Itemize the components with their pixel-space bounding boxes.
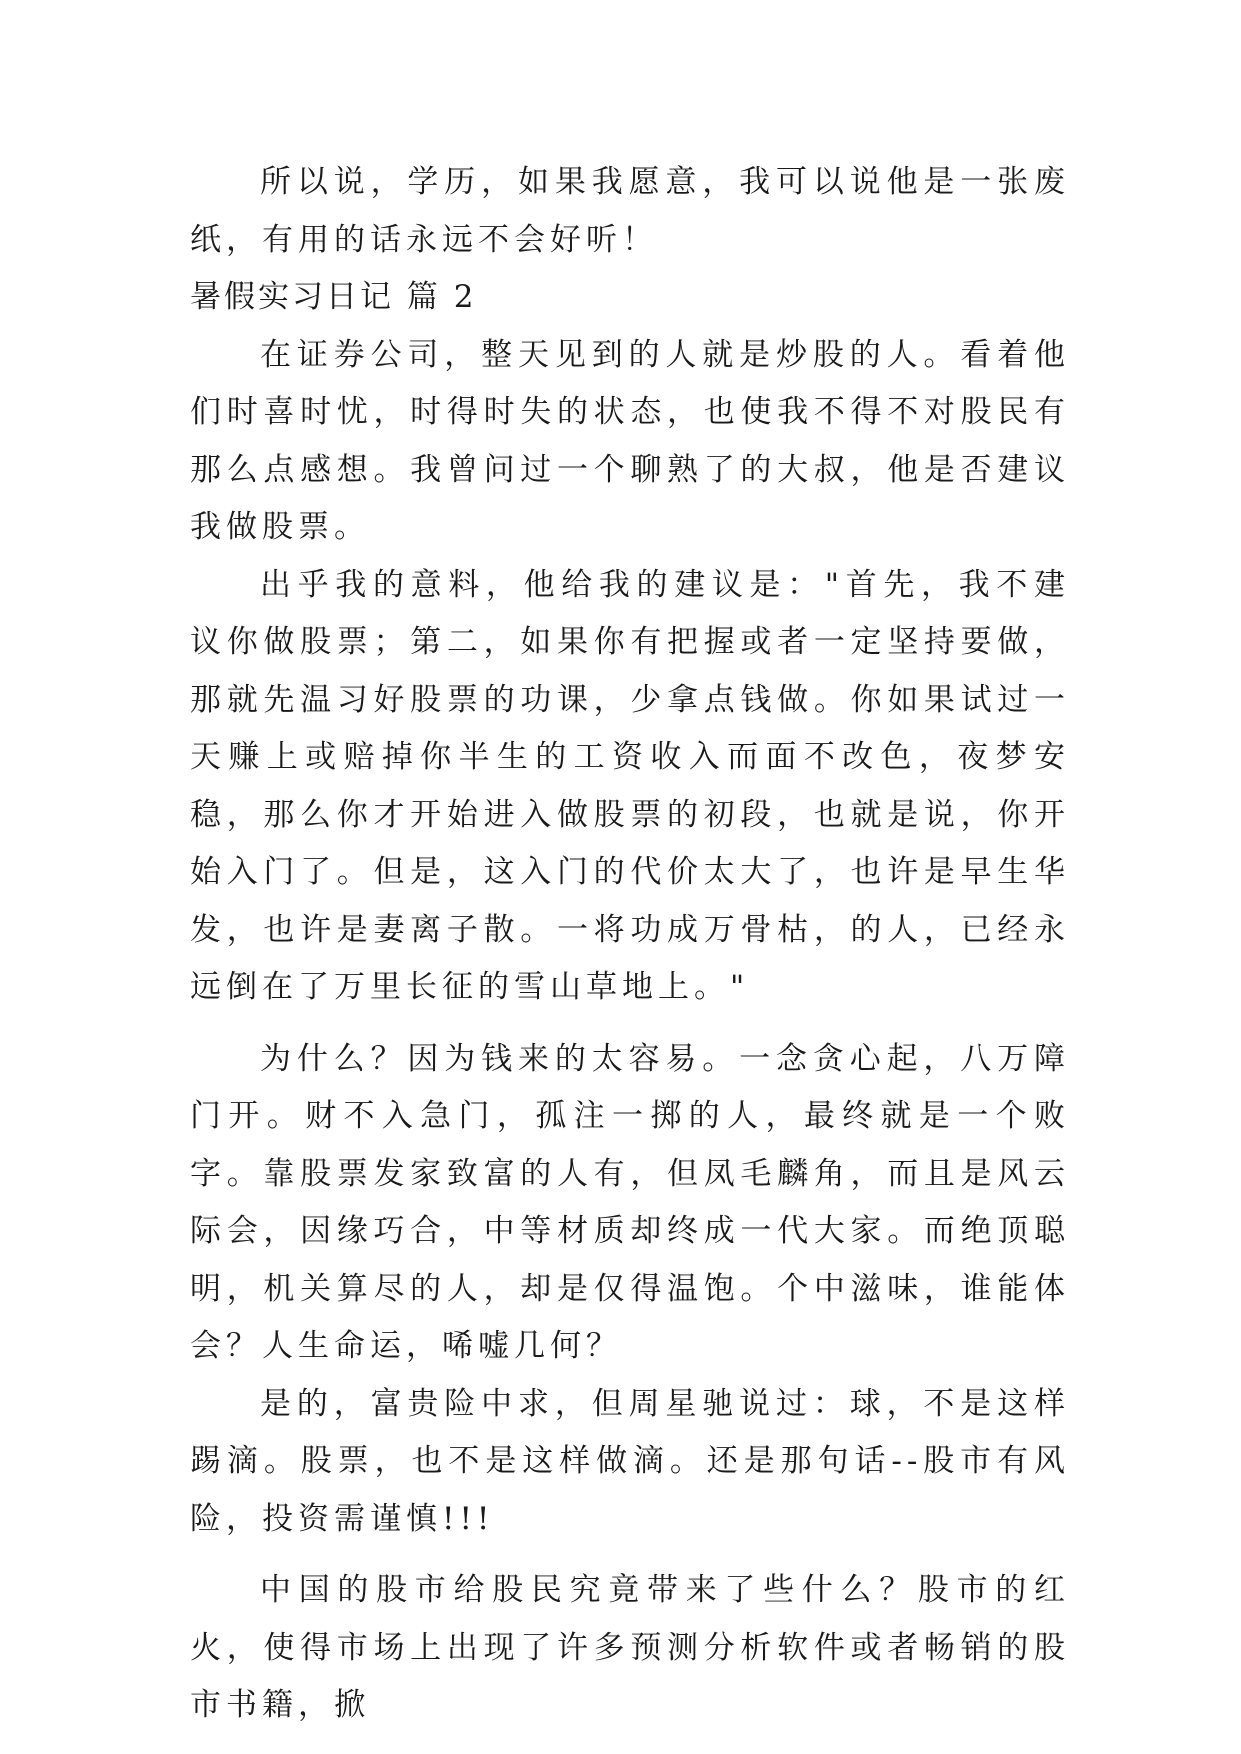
paragraph-securities-company: 在证券公司，整天见到的人就是炒股的人。看着他们时喜时忧，时得时失的状态，也使我不得不对股民有那么点感想。我曾问过一个聊熟了的大叔，他是否建议我做股票。 [190,336,1070,545]
paragraph-advice-quote: 出乎我的意料，他给我的建议是："首先，我不建议你做股票；第二，如果你有把握或者一定坚持要做，那就先温习好股票的功课，少拿点钱做。你如果试过一天赚上或赔掉你半生的工资收入而面不改色，夜梦安稳，那么你才开始进入做股票的初段，也就是说，你开始入门了。但是，这入门的代价太大了，也许是早生华发，也许是妻离子散。一将功成万骨枯，的人，已经永远倒在了万里长征的雪山草地上。" [190,566,1070,1005]
document-page [190,154,1070,1735]
paragraph-risk: 是的，富贵险中求，但周星驰说过：球，不是这样踢滴。股票，也不是这样做滴。还是那句话--股市有风险，投资需谨慎!!! [190,1385,1070,1537]
paragraph-why: 为什么？因为钱来的太容易。一念贪心起，八万障门开。财不入急门，孤注一掷的人，最终就是一个败字。靠股票发家致富的人有，但凤毛麟角，而且是风云际会，因缘巧合，中等材质却终成一代大家。而绝顶聪明，机关算尽的人，却是仅得温饱。个中滋味，谁能体会？人生命运，唏嘘几何？ [190,1040,1070,1364]
paragraph-conclusion: 所以说，学历，如果我愿意，我可以说他是一张废纸，有用的话永远不会好听！ [190,164,1070,258]
section-heading: 暑假实习日记 篇 2 [190,279,477,315]
paragraph-china-market: 中国的股市给股民究竟带来了些什么？股市的红火，使得市场上出现了许多预测分析软件或者畅销的股市书籍，掀 [190,1572,1070,1723]
